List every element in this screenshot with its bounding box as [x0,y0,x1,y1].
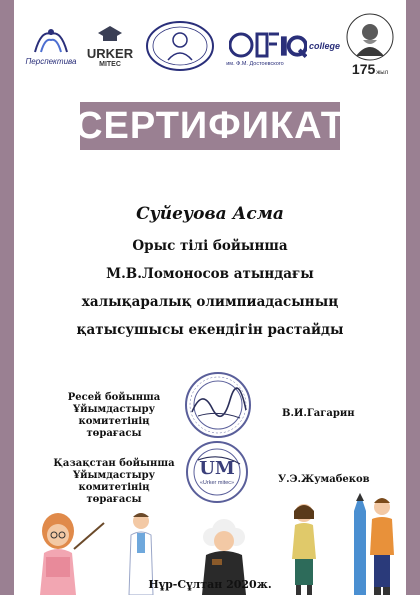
certificate-line-1: Орыс тілі бойынша [132,238,288,254]
signature-label-kazakhstan [44,458,184,506]
um-stamp [180,440,254,504]
portrait-medallion-icon [345,12,395,62]
signature-label-line: төрағасы [86,494,142,505]
lomonosov-seal-logo [142,18,218,74]
urker-logo [84,20,136,72]
logo-row [14,6,406,82]
dostoevsky-emblem-icon [229,31,281,59]
signature-label-line: Ресей бойынша [67,392,161,403]
perspectiva-emblem-icon [31,26,71,56]
iq-college-logo [280,26,340,66]
issue-place-date: Нұр-Сұлтан 2020ж. [148,578,272,591]
certificate-line-3: халықаралық олимпиадасының [81,294,339,310]
iq-college-logo-text: college [308,40,340,51]
certificate-line-2: М.В.Ломоносов атындағы [106,266,314,282]
anniversary-number: 175 [351,61,376,77]
anniversary-suffix: жыл [376,70,389,76]
signature-label-russia [44,392,184,440]
round-stamp-russia [178,370,258,440]
urker-logo-text: URKER [86,45,134,61]
um-stamp-caption: «Urker mitec» [199,480,235,486]
certificate-title: СЕРТИФИКАТ [75,105,345,147]
dostoevsky-logo-text: им. Ф.М. Достоевского [226,60,284,67]
signature-label-line: Қазақстан бойынша [53,458,175,469]
iq-emblem-icon [280,34,307,58]
title-banner [75,102,345,150]
perspectiva-logo-text: Перспектива [25,57,77,66]
perspectiva-logo [22,18,80,74]
mitec-logo-text: MITEC [99,60,121,68]
signatory-name-russia: В.И.Гагарин [282,408,355,419]
certificate-line-4: қатысушысы екендігін растайды [76,322,344,338]
lomonosov-portrait-icon [145,20,215,72]
recipient-name: Суйеуова Асма [136,204,284,224]
abai-175-logo [336,8,404,80]
signature-label-line: Ұйымдастыру комитетінің [72,404,156,427]
signature-label-line: Ұйымдастыру комитетінің [72,470,156,493]
um-stamp-letters: UM [199,458,235,479]
urker-emblem-icon [97,25,123,45]
signatory-name-kazakhstan: У.Э.Жумабеков [278,474,370,485]
signature-label-line: төрағасы [86,428,142,439]
